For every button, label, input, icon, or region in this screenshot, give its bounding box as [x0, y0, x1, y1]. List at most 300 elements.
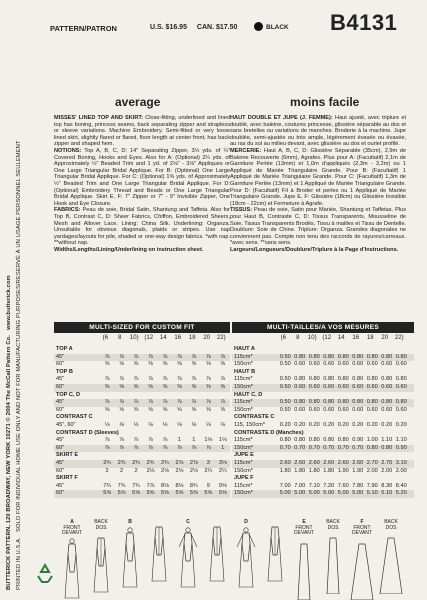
table-cell: 5⅝ [103, 490, 111, 497]
table-cell: 2.00 [381, 467, 393, 474]
table-cell: 5.00 [337, 490, 349, 497]
table-cell: ⅞ [205, 399, 211, 406]
table-cell: 0.80 [381, 444, 393, 451]
row-label: CONTRAST D (Sleeves) [56, 429, 119, 436]
table-cell: 0.80 [381, 376, 393, 383]
table-cell: 0.60 [337, 361, 349, 368]
table-cell: 0.80 [395, 399, 407, 406]
size-label: 18 [188, 335, 196, 341]
table-cell: ⅞ [104, 376, 110, 383]
table-cell: ⅝ [104, 361, 110, 368]
table-cell: ⅝ [220, 383, 226, 390]
figure-back [205, 520, 229, 583]
figure-back [379, 520, 403, 594]
size-label: (6 [102, 335, 108, 341]
table-cell: ⅝ [133, 406, 139, 413]
table-cell: 2.60 [294, 459, 306, 466]
row-label: 60" [56, 361, 65, 368]
table-cell: 8.30 [381, 482, 393, 489]
table-cell: 0.20 [381, 421, 393, 428]
table-cell: 1.80 [308, 467, 320, 474]
table-cell: 7¾ [132, 482, 140, 489]
table-cell: ⅝ [191, 383, 197, 390]
description-paragraph-fr: HAUT DOUBLE ET JUPE (J. FEMME): Haut ajusté, avec triplure et doublé, avec baleine, coutures princesse, glissière séparable au dos et sans bretelles ou variations de manches. Broderie à la machine. Jupe doublée, semi-ajustée ou très ample, légèrement évasée ou évasée, au ras du sol au milieu devant, avec glissière au dos et ourlet profilé. [230, 115, 406, 148]
table-cell: ⅞ [104, 353, 110, 360]
row-label: 60" [56, 490, 65, 497]
table-cell: ⅝ [133, 361, 139, 368]
table-cell: ⅞ [104, 399, 110, 406]
french-description [230, 115, 406, 253]
garment-drawing [379, 532, 403, 594]
size-label: (12 [322, 335, 332, 341]
row-label: 60" [56, 383, 65, 390]
table-cell: 7.60 [337, 482, 349, 489]
table-row [54, 407, 230, 415]
table-cell: 0.60 [323, 383, 335, 390]
table-cell: ⅞ [220, 353, 226, 360]
pattern-number: B4131 [330, 10, 398, 35]
yardage-table-fr [232, 346, 414, 498]
pattern-patron-label: PATTERN/PATRON [50, 24, 117, 33]
figure-d [234, 520, 258, 589]
figure-b [118, 520, 142, 589]
table-cell: 5.00 [352, 490, 364, 497]
table-cell: ⅞ [162, 437, 168, 444]
table-cell: 0.80 [366, 376, 378, 383]
table-cell: ⅝ [191, 406, 197, 413]
table-cell: 0.80 [395, 353, 407, 360]
table-cell: ⅛ [133, 421, 139, 428]
garment-drawing [60, 538, 84, 600]
table-cell: 2.60 [352, 459, 364, 466]
table-cell: 0.80 [366, 444, 378, 451]
notions-paragraph: NOTIONS: Top A, B, C, D: 14" Separating Zipper, 3⅓ yds. of ¼" Covered Boning, Hooks and Eyes. Also for A: (Optional) 2¼ yds. of Approximately ½" Beaded Trim and 1 yd. of 2⅛" - 3⅛" Appliques or One Large Triangular Bridal Applique. For B: (Optional) One Large Triangular Bridal Applique. For C: (Optional) 1⅜ yds. of Approximately ½" Beaded Trim and One Large Triangular Bridal Applique. For D: (Optional) Embroidery Thread and Beads or One Large Triangular Bridal Applique. Skirt E, F: 7" Zipper or 7" - 9" Invisible Zipper, One Hook and Eye Closure. [54, 147, 230, 207]
size-label: (6 [280, 335, 286, 341]
table-cell: ⅞ [119, 437, 124, 444]
figure-label-fr: DOS [327, 524, 339, 531]
table-row [54, 445, 230, 453]
table-cell: ⅞ [148, 444, 153, 451]
table-cell: 0.60 [294, 383, 306, 390]
table-cell: 0.80 [337, 437, 349, 444]
row-label: CONTRASTE D (Manches) [234, 429, 304, 436]
figure-letter: F [360, 519, 364, 525]
table-cell: 5⅝ [204, 490, 213, 497]
table-cell: 0.80 [308, 437, 320, 444]
table-cell: 3⅛ [218, 459, 227, 466]
table-cell: 5⅝ [175, 490, 184, 497]
table-cell: 1.80 [294, 467, 306, 474]
table-cell: ⅝ [205, 406, 211, 413]
figure-label: FRONT [295, 524, 313, 531]
row-label: SKIRT F [56, 475, 78, 482]
table-cell: 7⅞ [146, 482, 155, 489]
price-us: U.S. $16.95 [150, 24, 187, 31]
table-row [232, 468, 414, 476]
fabrics-paragraph-fr: TISSUS: Peau de soie, Satin pour Mariée, Shantung et Taffetas. Plus pour Haut B, Contraste C, D: Tissus Transparents, Mousseline de Soie, Tissus Transparents Brodés, Tissu à mailles et Tissu de Dentelle. Doublure: Soie de Chine. Triplure: Organza. Grandes diagonales ne conviennent pas. Compte non tenu des raccords de rayures/carreaux. *avec sens. **sans sens. [230, 207, 406, 247]
size-label: 14 [159, 335, 167, 341]
table-cell: 0.60 [308, 406, 320, 413]
table-cell: 0.70 [352, 444, 364, 451]
table-cell: 0.80 [352, 399, 364, 406]
table-cell: ⅛ [205, 421, 211, 428]
table-section-heading [232, 452, 414, 460]
size-label: 8 [118, 335, 122, 341]
table-cell: 2¾ [146, 459, 155, 466]
garment-drawing [147, 521, 171, 583]
table-cell: 0.50 [279, 353, 291, 360]
figure-label: BACK [326, 519, 340, 525]
table-cell: 0.60 [308, 361, 320, 368]
table-cell: ⅞ [162, 353, 168, 360]
table-row [232, 384, 414, 392]
row-label: 115cm* [234, 376, 253, 383]
table-cell: 5.00 [308, 490, 320, 497]
table-row [232, 361, 414, 369]
table-cell: 0.80 [323, 353, 335, 360]
table-cell: 0.70 [279, 444, 291, 451]
table-cell: 0.90 [395, 444, 407, 451]
table-cell: 0.50 [279, 376, 291, 383]
table-row [232, 422, 414, 430]
table-section-heading [54, 392, 230, 400]
table-cell: 7.00 [294, 482, 306, 489]
row-label: 60" [56, 444, 65, 451]
table-cell: 5⅝ [161, 490, 169, 497]
table-cell: 1.80 [323, 467, 335, 474]
banner-en: MULTI-SIZED FOR CUSTOM FIT [54, 322, 230, 333]
table-row [54, 361, 230, 369]
table-cell: 0.60 [366, 406, 378, 413]
table-cell: 0.80 [294, 437, 306, 444]
table-row [232, 483, 414, 491]
table-row [54, 468, 230, 476]
size-header-en [54, 335, 230, 344]
table-cell: ⅞ [177, 399, 182, 406]
row-label: CONTRAST C [56, 414, 93, 421]
table-cell: 8⅛ [161, 482, 169, 489]
table-cell: ⅞ [162, 399, 168, 406]
table-cell: ⅞ [220, 399, 226, 406]
table-cell: 0.80 [337, 376, 349, 383]
table-cell: ⅝ [220, 406, 226, 413]
table-cell: 2.60 [323, 459, 335, 466]
table-cell: 0.80 [308, 399, 320, 406]
table-cell: 0.20 [395, 421, 407, 428]
table-cell: 0.70 [308, 444, 320, 451]
row-label: 60" [56, 467, 65, 474]
table-section-heading [232, 475, 414, 483]
table-section-heading [54, 369, 230, 377]
figure-letter: A [70, 519, 74, 525]
figure-letter: E [302, 519, 306, 525]
table-cell: 9 [206, 482, 210, 489]
table-cell: ⅛ [119, 421, 124, 428]
size-label: 10) [307, 335, 317, 341]
table-cell: 0.50 [279, 361, 291, 368]
table-section-heading [54, 452, 230, 460]
table-cell: ⅞ [119, 376, 124, 383]
table-cell: 0.60 [395, 406, 407, 413]
size-label: 8 [296, 335, 300, 341]
row-label: HAUT A [234, 346, 255, 352]
table-cell: 0.60 [323, 406, 335, 413]
figure-label-fr: DOS [95, 524, 107, 531]
table-cell: ⅝ [205, 361, 211, 368]
table-cell: ⅞ [133, 437, 139, 444]
table-cell: 5⅝ [218, 490, 227, 497]
table-row [54, 483, 230, 491]
table-cell: ⅝ [177, 383, 182, 390]
table-cell: 0.60 [323, 361, 335, 368]
table-cell: ⅞ [205, 353, 211, 360]
table-cell: ⅝ [191, 361, 197, 368]
row-label: 45" [56, 437, 65, 444]
table-cell: 1.10 [381, 437, 393, 444]
table-cell: 0.80 [308, 353, 320, 360]
table-cell: ⅞ [205, 444, 211, 451]
table-cell: 1.90 [352, 467, 364, 474]
table-cell: 7.90 [366, 482, 378, 489]
row-label: 45" [56, 459, 65, 466]
row-label: 45", 60" [56, 421, 76, 428]
table-cell: 0.80 [323, 376, 335, 383]
table-cell: 7.80 [352, 482, 364, 489]
table-cell: 5.00 [323, 490, 335, 497]
table-cell: ⅞ [119, 353, 124, 360]
table-cell: ⅝ [119, 406, 124, 413]
table-cell: ⅝ [162, 406, 168, 413]
garment-drawing [176, 527, 200, 589]
table-cell: 5⅝ [132, 490, 140, 497]
price-block [150, 24, 237, 31]
table-row [232, 445, 414, 453]
row-label: 150cm* [234, 406, 253, 413]
table-cell: 0.60 [366, 383, 378, 390]
table-cell: 2.60 [337, 459, 349, 466]
table-row [54, 399, 230, 407]
table-cell: 2⅛ [146, 467, 155, 474]
table-cell: 7¾ [117, 482, 126, 489]
recycle-icon [34, 562, 56, 584]
table-cell: 7.10 [308, 482, 320, 489]
table-cell: 1.90 [337, 467, 349, 474]
table-cell: 0.80 [381, 353, 393, 360]
table-cell: 5⅝ [189, 490, 198, 497]
table-row [232, 490, 414, 498]
table-row [54, 354, 230, 362]
table-cell: 2¾ [117, 459, 126, 466]
table-cell: 7.20 [323, 482, 335, 489]
figure-label-fr: DOS [385, 524, 397, 531]
figure-label: FRONT [353, 524, 371, 531]
table-cell: 0.50 [279, 383, 291, 390]
difficulty-fr: moins facile [290, 95, 360, 109]
table-cell: 2⅛ [175, 467, 184, 474]
table-cell: 7¾ [103, 482, 111, 489]
size-label: 22) [394, 335, 404, 341]
table-cell: 5.10 [366, 490, 378, 497]
widths-note-fr: Largeurs/Longueurs/Doublure/Triplure à la Page d'Instructions. [230, 246, 399, 253]
size-label: 22) [216, 335, 226, 341]
row-label: 150cm* [234, 490, 253, 497]
table-row [54, 437, 230, 445]
table-row [54, 460, 230, 468]
figure-label-fr: DEVANT [62, 530, 82, 536]
table-cell: 3 [206, 459, 210, 466]
garment-drawing [263, 521, 287, 583]
notions-paragraph-fr: MERCERIE: Haut A, B, C, D: Glissière Séparable (35cm), 2,9m de Baleine Recouverte (6mm), Agrafes. Plus pour A: (Facultatif) 2,1m de Garniture Perlée (13mm) et 1,0m d'appliqués (2,3m - 3,2m) ou 1 Appliqué de Mariée Triangulaire Grande. Pour B: (Facultatif) 1 Appliqué de Mariée Triangulaire Grande. Pour C: (Facultatif) 1,3m de Garniture Perlée (13mm) et 1 Appliqué de Mariée Triangulaire Grande. Pour D: (Facultatif) Fil à Broder et perles ou 1 Appliqué de Mariée Triangulaire Grande. Jupe E, F: Glissière (18cm) ou Glissière Invisible (18cm - 22cm) et Fermeture à Agrafe. [230, 147, 406, 207]
table-cell: ⅞ [148, 376, 153, 383]
table-cell: 2.00 [366, 467, 378, 474]
table-row [232, 460, 414, 468]
size-label: 20 [381, 335, 389, 341]
table-section-heading [232, 346, 414, 354]
table-cell: ⅝ [119, 361, 124, 368]
table-cell: 0.60 [308, 383, 320, 390]
table-cell: ⅞ [162, 376, 168, 383]
size-header-fr [232, 335, 414, 344]
table-cell: ⅝ [104, 383, 110, 390]
table-cell: 8⅛ [175, 482, 184, 489]
figure-back [147, 520, 171, 583]
table-cell: 0.60 [395, 361, 407, 368]
description-paragraph: MISSES' LINED TOP AND SKIRT: Close-fitting, underlined and lined top has boning, princess seams, back separating zipper and strapless or sleeve variations. Machine Embroidery. Semi-fitted or very loose lined skirt, slightly flared or flared, floor length at center front, has back zipper and shaped hem. [54, 115, 230, 148]
table-cell: 2¼ [204, 467, 213, 474]
table-cell: 0.20 [294, 421, 306, 428]
table-cell: 2.70 [366, 459, 378, 466]
yardage-table-en [54, 346, 230, 498]
garment-drawing [292, 538, 316, 600]
size-label: (12 [144, 335, 154, 341]
table-section-heading [54, 430, 230, 438]
table-cell: 2¾ [161, 459, 169, 466]
table-cell: 5⅝ [146, 490, 155, 497]
table-section-heading [232, 414, 414, 422]
table-cell: ⅞ [191, 444, 197, 451]
table-cell: 0.70 [294, 444, 306, 451]
row-label: 60" [56, 406, 65, 413]
table-cell: ⅝ [148, 383, 153, 390]
size-label: 16 [174, 335, 182, 341]
table-section-heading [54, 346, 230, 354]
table-cell: 0.80 [337, 399, 349, 406]
website-link: www.butterick.com [6, 275, 12, 330]
figure-letter: B [128, 519, 132, 525]
row-label: HAUT B [234, 368, 256, 375]
table-cell: ⅞ [133, 399, 139, 406]
figure-back [89, 520, 113, 594]
table-cell: ⅞ [148, 353, 153, 360]
table-cell: 2⅛ [161, 467, 169, 474]
table-cell: ⅞ [191, 376, 197, 383]
table-cell: ⅝ [133, 383, 139, 390]
table-cell: 3.10 [395, 459, 407, 466]
table-cell: 0.80 [323, 437, 335, 444]
row-label: 45" [56, 399, 65, 406]
table-cell: ⅞ [133, 376, 139, 383]
table-cell: ⅞ [148, 399, 153, 406]
row-label: 45" [56, 376, 65, 383]
table-cell: 0.80 [352, 353, 364, 360]
table-row [54, 384, 230, 392]
table-cell: ⅝ [162, 361, 168, 368]
table-cell: 1⅛ [204, 437, 213, 444]
table-cell: 0.60 [381, 361, 393, 368]
table-row [232, 437, 414, 445]
table-section-heading [54, 414, 230, 422]
figure-f [350, 520, 374, 600]
table-cell: 2 [105, 467, 109, 474]
table-section-heading [54, 475, 230, 483]
table-row [232, 354, 414, 362]
table-cell: 0.20 [366, 421, 378, 428]
table-cell: 2¾ [103, 459, 111, 466]
table-row [54, 376, 230, 384]
row-label: 115cm* [234, 482, 253, 489]
table-cell: ⅞ [220, 376, 226, 383]
table-cell: 9⅝ [218, 482, 227, 489]
table-cell: 0.20 [323, 421, 335, 428]
table-cell: ⅝ [205, 383, 211, 390]
table-cell: 1.10 [395, 437, 407, 444]
table-cell: ⅞ [104, 444, 110, 451]
row-label: 150cm* [234, 383, 253, 390]
table-cell: 1.00 [366, 437, 378, 444]
table-cell: ⅛ [191, 421, 197, 428]
table-cell: ⅞ [191, 399, 197, 406]
table-cell: 2¼ [218, 467, 227, 474]
size-label: 10) [129, 335, 139, 341]
table-cell: ⅝ [177, 406, 182, 413]
table-cell: 1⅛ [218, 437, 227, 444]
notice-line: PRINTED IN U.S.A. SOLD FOR INDIVIDUAL HOME USE ONLY AND NOT FOR MANUFACTURING PURPOSES/RESERVÉ À UN USAGE PERSONNEL SEULEMENT [16, 140, 22, 590]
table-cell: 5.00 [279, 490, 291, 497]
table-cell: ⅝ [148, 406, 153, 413]
table-cell: 0.60 [294, 406, 306, 413]
row-label: 115cm* [234, 399, 253, 406]
table-cell: 0.60 [352, 383, 364, 390]
table-cell: ⅞ [177, 353, 182, 360]
publisher-line: BUTTERICK PATTERN, 120 BROADWAY, NEW YORK 10271 © 2004 The McCall Pattern Co. www.butterick.com [6, 275, 12, 590]
table-cell: 1.80 [279, 467, 291, 474]
widths-note: Widths/Lengths/Lining/Underlining on instruction sheet. [54, 246, 204, 253]
table-cell: ⅛ [104, 421, 110, 428]
table-cell: 0.60 [337, 406, 349, 413]
table-cell: 0.80 [352, 376, 364, 383]
table-cell: 0.50 [279, 399, 291, 406]
table-cell: 0.20 [279, 421, 291, 428]
table-cell: ⅛ [177, 421, 182, 428]
english-description [54, 115, 230, 253]
table-cell: 0.70 [323, 444, 335, 451]
table-section-heading [232, 392, 414, 400]
table-cell: ⅞ [133, 353, 139, 360]
table-cell: 2⅛ [189, 467, 198, 474]
table-cell: 1 [177, 437, 181, 444]
price-can: CAN. $17.50 [196, 24, 238, 31]
figure-a [60, 520, 84, 600]
row-label: JUPE E [234, 452, 254, 459]
table-cell: ⅞ [177, 444, 182, 451]
table-cell: 2⅞ [189, 459, 198, 466]
table-cell: 0.80 [294, 399, 306, 406]
fabrics-paragraph: FABRICS: Peau de soie, Bridal Satin, Shantung and Taffeta. Also for Top B, Contrast C, D: Sheer Fabrics, Chiffon, Embroidered Sheers, Mesh and Allover Lace. Lining: China Silk. Underlining: Organza. Unsuitable for obvious diagonals, plaids or stripes. Use nap yardages/layouts for pile, shaded or one-way design fabrics. *with nap. **without nap. [54, 207, 230, 247]
table-cell: 0.80 [366, 353, 378, 360]
table-cell: ⅞ [162, 444, 168, 451]
row-label: SKIRT E [56, 452, 79, 459]
table-cell: ⅞ [205, 376, 211, 383]
